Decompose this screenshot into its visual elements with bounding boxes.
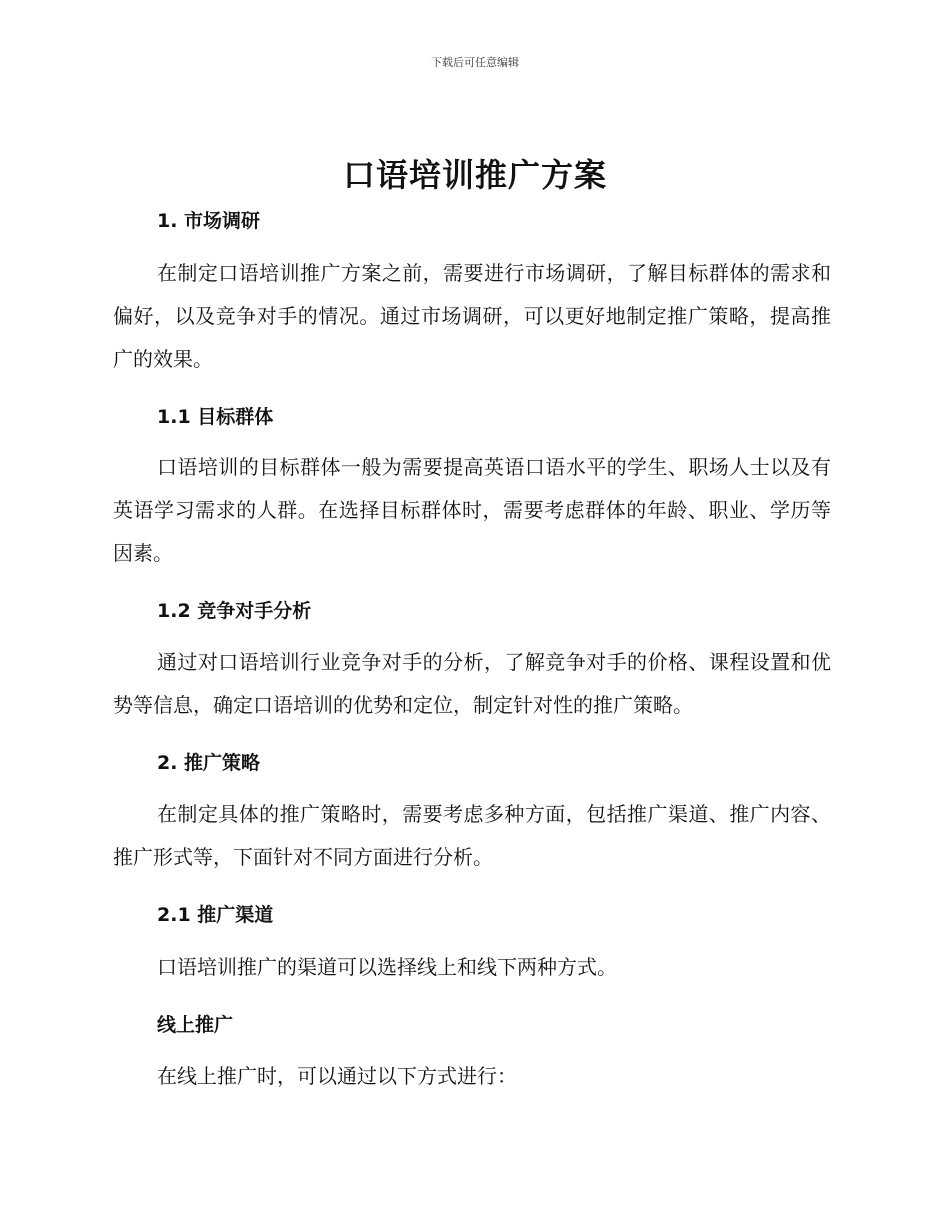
section-heading-1-2: 1.2 竞争对手分析 [157, 600, 312, 622]
section-paragraph-online: 在线上推广时，可以通过以下方式进行： [157, 1064, 517, 1088]
section-heading-1-1: 1.1 目标群体 [157, 406, 274, 428]
section-paragraph-2-1: 口语培训推广的渠道可以选择线上和线下两种方式。 [157, 955, 617, 979]
section-heading-1: 1. 市场调研 [157, 210, 261, 232]
page-title: 口语培训推广方案 [342, 156, 607, 194]
section-heading-2: 2. 推广策略 [157, 752, 261, 774]
section-heading-2-1: 2.1 推广渠道 [157, 904, 274, 926]
section-paragraph-2: 在制定具体的推广策略时，需要考虑多种方面，包括推广渠道、推广内容、推广形式等，下面针对不同方面进行分析。 [113, 802, 831, 869]
header-note: 下载后可任意编辑 [431, 56, 519, 69]
section-paragraph-1-1: 口语培训的目标群体一般为需要提高英语口语水平的学生、职场人士以及有英语学习需求的人群。在选择目标群体时，需要考虑群体的年龄、职业、学历等因素。 [113, 455, 831, 565]
section-paragraph-1: 在制定口语培训推广方案之前，需要进行市场调研，了解目标群体的需求和偏好，以及竞争对手的情况。通过市场调研，可以更好地制定推广策略，提高推广的效果。 [113, 261, 831, 371]
section-heading-online: 线上推广 [157, 1014, 234, 1036]
section-paragraph-1-2: 通过对口语培训行业竞争对手的分析，了解竞争对手的价格、课程设置和优势等信息，确定口语培训的优势和定位，制定针对性的推广策略。 [113, 650, 831, 717]
